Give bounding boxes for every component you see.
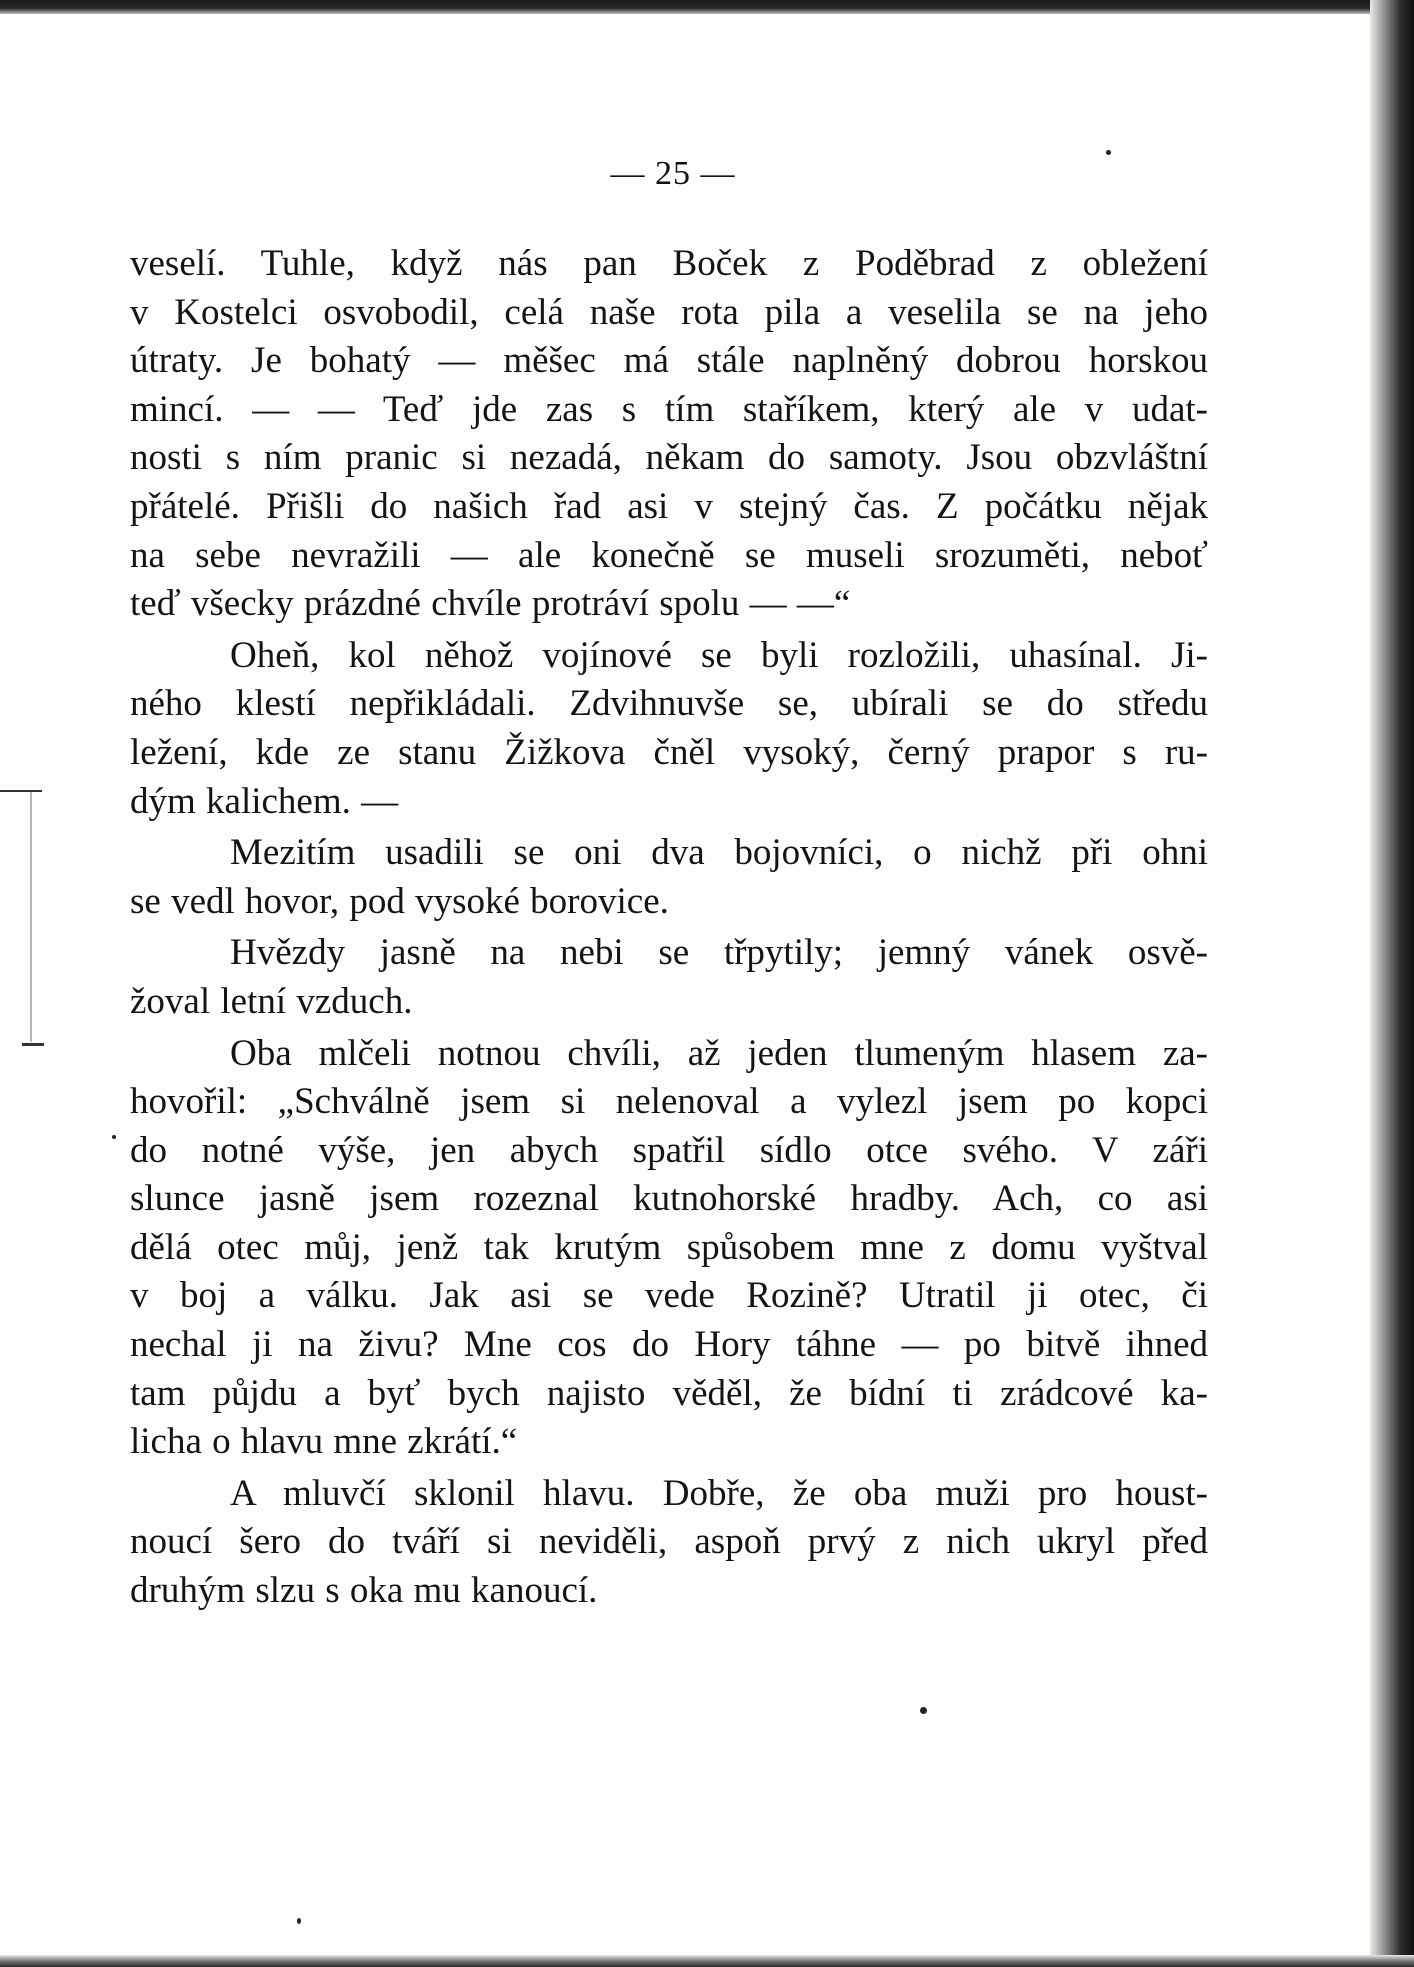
margin-speck xyxy=(920,1707,927,1714)
text-line: dým kalichem. — xyxy=(130,780,399,822)
text-line: žoval letní vzduch. xyxy=(130,980,413,1022)
paragraph xyxy=(130,1470,1208,1616)
text-line: nosti s ním pranic si nezadá, někam do samoty. Jsou obzvláštní xyxy=(130,437,1208,479)
text-line: v boj a válku. Jak asi se vede Rozině? Utratil ji otec, či xyxy=(130,1275,1208,1317)
text-line: mincí. — — Teď jde zas s tím staříkem, který ale v udat- xyxy=(130,388,1208,430)
margin-mark xyxy=(22,1043,44,1046)
text-line: Mezitím usadili se oni dva bojovníci, o nichž při ohni xyxy=(230,832,1208,874)
paragraph xyxy=(130,929,1208,1026)
page-number: — 25 — xyxy=(610,155,736,192)
text-line: hovořil: „Schválně jsem si nelenoval a vylezl jsem po kopci xyxy=(130,1081,1208,1123)
paragraph xyxy=(130,829,1208,926)
paragraph xyxy=(130,240,1208,629)
text-line: Hvězdy jasně na nebi se třpytily; jemný vánek osvě- xyxy=(230,932,1208,974)
text-line: v Kostelci osvobodil, celá naše rota pila a veselila se na jeho xyxy=(130,291,1208,333)
text-line: teď všecky prázdné chvíle protráví spolu — —“ xyxy=(130,583,851,625)
scan-border-right xyxy=(1370,0,1414,1967)
margin-speck xyxy=(297,1918,301,1924)
scan-border-top xyxy=(0,0,1414,14)
text-line: licha o hlavu mne zkrátí.“ xyxy=(130,1421,518,1463)
paragraph xyxy=(130,632,1208,826)
scan-border-bottom xyxy=(0,1955,1414,1967)
paragraph xyxy=(130,1030,1208,1467)
text-line: se vedl hovor, pod vysoké borovice. xyxy=(130,880,669,922)
text-line: ležení, kde ze stanu Žižkova čněl vysoký, černý prapor s ru- xyxy=(130,731,1208,773)
text-line: druhým slzu s oka mu kanoucí. xyxy=(130,1570,598,1612)
text-line: ného klestí nepřikládali. Zdvihnuvše se, ubírali se do středu xyxy=(130,683,1208,725)
text-line: veselí. Tuhle, když nás pan Boček z Poděbrad z obležení xyxy=(130,243,1208,284)
text-line: slunce jasně jsem rozeznal kutnohorské hradby. Ach, co asi xyxy=(130,1178,1208,1220)
text-line: tam půjdu a byť bych najisto věděl, že bídní ti zrádcové ka- xyxy=(130,1372,1208,1414)
text-line: útraty. Je bohatý — měšec má stále naplněný dobrou horskou xyxy=(130,340,1208,382)
text-line: do notné výše, jen abych spatřil sídlo otce svého. V záři xyxy=(130,1129,1208,1171)
text-line: Oba mlčeli notnou chvíli, až jeden tlumeným hlasem za- xyxy=(230,1032,1208,1074)
text-line: noucí šero do tváří si neviděli, aspoň prvý z nich ukryl před xyxy=(130,1521,1208,1563)
text-line: Oheň, kol něhož vojínové se byli rozložili, uhasínal. Ji- xyxy=(230,634,1208,676)
text-line: přátelé. Přišli do našich řad asi v stejný čas. Z počátku nějak xyxy=(130,485,1208,527)
body-text xyxy=(130,240,1208,1616)
text-line: dělá otec můj, jenž tak krutým spůsobem mne z domu vyštval xyxy=(130,1226,1208,1268)
text-line: A mluvčí sklonil hlavu. Dobře, že oba muži pro houst- xyxy=(230,1472,1208,1514)
text-line: na sebe nevražili — ale konečně se museli srozuměti, neboť xyxy=(130,534,1208,576)
text-line: nechal ji na živu? Mne cos do Hory táhne — po bitvě ihned xyxy=(130,1324,1208,1366)
